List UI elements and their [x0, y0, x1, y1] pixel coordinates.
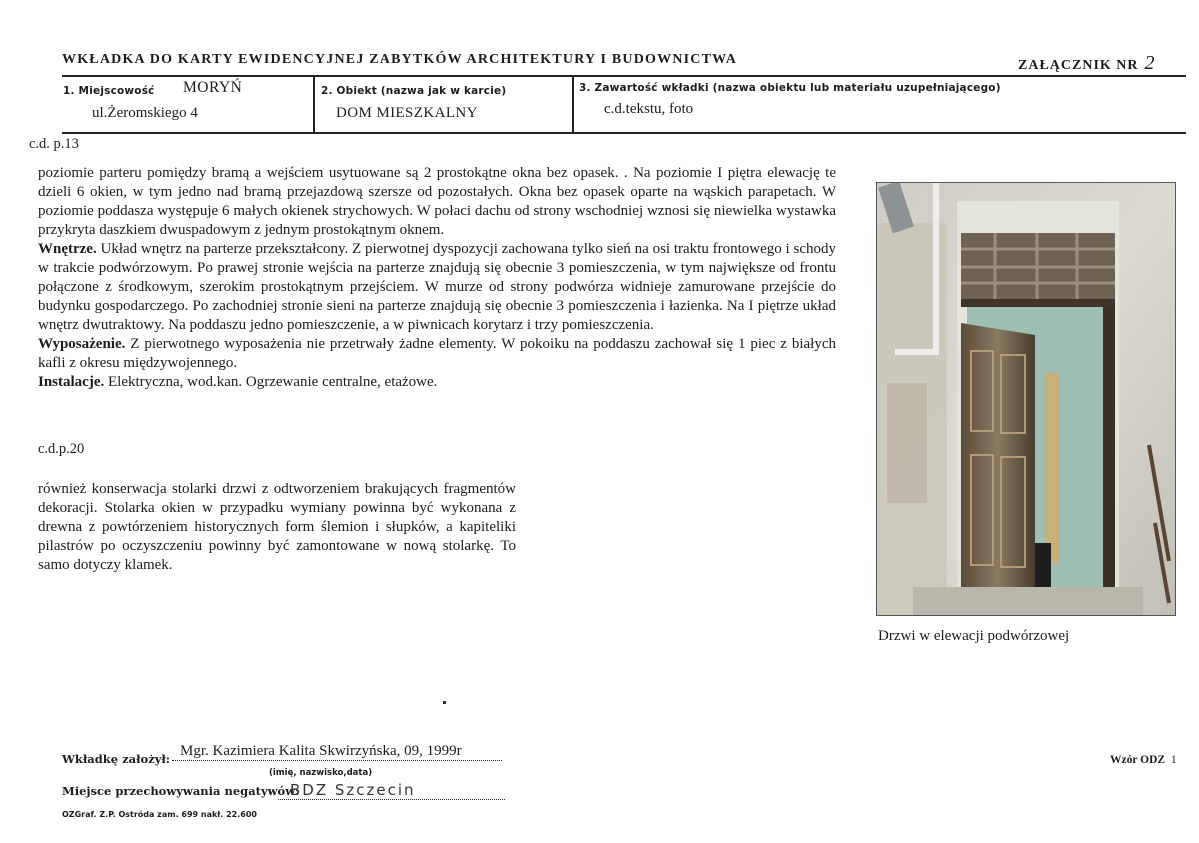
door-photo [876, 182, 1176, 616]
content-value: c.d.tekstu, foto [604, 101, 694, 117]
facade-paragraph: poziomie parteru pomiędzy bramą a wejściem usytuowane są 2 prostokątne okna bez opasek. . Na poziomie I piętra elewację te dzieli 6 okien, w tym jedno nad bramą przejazdową szersze od pozostałych. Okna bez opasek oparte na wąskich parapetach. W poziomie poddasza występuje 6 małych okienek strychowych. W połaci dachu od strony wschodniej wznosi się niewielka wystawka przykryta daszkiem dwuspadowym z jednym prostokątnym oknem. [38, 165, 836, 238]
conservation-text [38, 480, 516, 575]
attachment-number [1018, 52, 1156, 75]
interior-text: Układ wnętrz na parterze przekształcony. Z pierwotnej dyspozycji zachowana tylko sień na osi traktu frontowego i schody w trakcie podwórzowym. Po prawej stronie wejścia na parterze znajdują się obecnie 3 pomieszczenia, w tym największe od frontu połączone z środkowym, szerokim prostokątnym przejściem. W murze od strony podwórza widnieje zamurowane przejście do budynku gospodarczego. Po zachodniej stronie sieni na parterze znajdują się obecnie 3 pomieszczenia i łazienka. Na I piętrze układ wnętrz dwutraktowy. Na poddaszu jedno pomieszczenie, a w piwnicach korytarz i trzy pomieszczenia. [38, 241, 836, 333]
installations-paragraph [38, 373, 836, 392]
equipment-text: Z pierwotnego wyposażenia nie przetrwały żadne elementy. W pokoiku na poddaszu zachował się 1 piec z białych kafli z okresu międzywojennego. [38, 336, 836, 371]
attachment-number-value: 2 [1144, 52, 1156, 74]
door-photo-illustration [877, 183, 1175, 615]
object-value: DOM MIESZKALNY [336, 105, 478, 121]
header-rule [62, 75, 1186, 77]
continuation-ref-2: c.d.p.20 [38, 441, 85, 457]
fields-bottom-rule [62, 132, 1186, 134]
author-value: Mgr. Kazimiera Kalita Skwirzyńska, 09, 1999r [172, 743, 502, 761]
locality-label: 1. Miejscowość [63, 85, 155, 97]
speck [443, 701, 446, 704]
conservation-paragraph: również konserwacja stolarki drzwi z odtworzeniem brakujących fragmentów dekoracji. Stolarka okien w przypadku wymiany powinna być wykonana z drewna z powtórzeniem historycznych form ślemion i słupków, a kapiteliki pilastrów po oczyszczeniu powinny być zamontowane w nową stolarkę. To samo dotyczy klamek. [38, 481, 516, 573]
locality-value: MORYŃ [183, 79, 243, 96]
print-info: OZGraf. Z.P. Ostróda zam. 699 nakł. 22.600 [62, 810, 257, 819]
description-text [38, 164, 836, 392]
storage-label: Miejsce przechowywania negatywów: [62, 784, 300, 798]
interior-heading: Wnętrze. [38, 241, 97, 257]
attachment-label: ZAŁĄCZNIK NR [1018, 58, 1139, 73]
photo-caption: Drzwi w elewacji podwórzowej [878, 628, 1070, 644]
interior-paragraph [38, 240, 836, 335]
form-code-label: Wzór ODZ [1110, 754, 1166, 766]
form-code-number: 1 [1170, 754, 1177, 766]
form-code [1110, 754, 1177, 766]
document-title: WKŁADKA DO KARTY EWIDENCYJNEJ ZABYTKÓW ARCHITEKTURY I BUDOWNICTWA [62, 52, 738, 67]
continuation-ref-1: c.d. p.13 [29, 136, 79, 152]
equipment-heading: Wyposażenie. [38, 336, 126, 352]
object-label: 2. Obiekt (nazwa jak w karcie) [321, 85, 507, 97]
field-divider-1 [313, 77, 315, 133]
installations-text: Elektryczna, wod.kan. Ogrzewanie centralne, etażowe. [108, 374, 438, 390]
author-label: Wkładkę założył: [62, 752, 171, 766]
address-value: ul.Żeromskiego 4 [92, 105, 198, 121]
equipment-paragraph [38, 335, 836, 373]
installations-heading: Instalacje. [38, 374, 105, 390]
author-hint: (imię, nazwisko,data) [269, 768, 373, 778]
content-label: 3. Zawartość wkładki (nazwa obiektu lub materiału uzupełniającego) [579, 82, 1001, 94]
storage-value: BDZ Szczecin [278, 781, 505, 800]
field-divider-2 [572, 77, 574, 133]
